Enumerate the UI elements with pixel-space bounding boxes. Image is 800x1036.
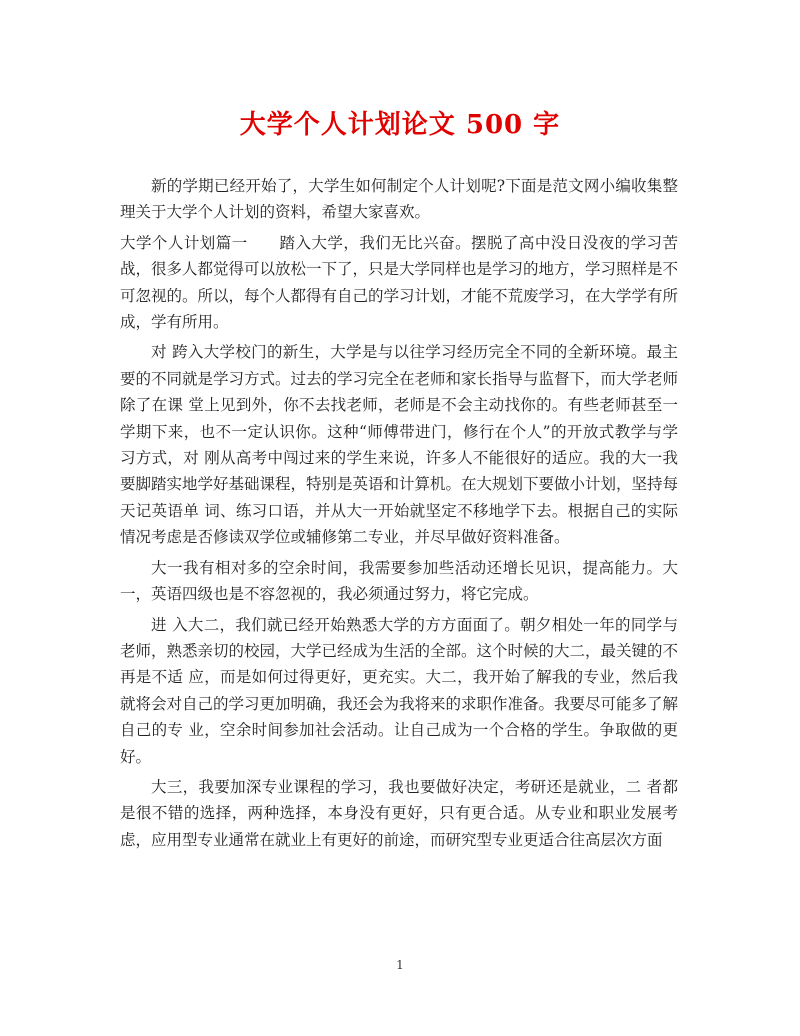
- paragraph-intro: 新的学期已经开始了，大学生如何制定个人计划呢?下面是范文网小编收集整理关于大学个人计划的资料，希望大家喜欢。: [120, 177, 678, 222]
- paragraph-plan-one: 大学个人计划篇一 踏入大学，我们无比兴奋。摆脱了高中没日没夜的学习苦战，很多人都觉得可以放松一下了，只是大学同样也是学习的地方，学习照样是不可忽视的。所以，每个人都得有自己的学习计划，才能不荒废学习，在大学学有所成，学有所用。: [120, 233, 679, 332]
- paragraph-junior: 大三，我要加深专业课程的学习，我也要做好决定，考研还是就业，二 者都是很不错的选择，两种选择，本身没有更好，只有更合适。从专业和职业发展考虑，应用型专业通常在就业上有更好的前途，而研究型专业更适合往高层次方面: [120, 777, 678, 849]
- paragraph-freshman-activities: 大一我有相对多的空余时间，我需要参加些活动还增长见识，提高能力。大一，英语四级也是不容忽视的，我必须通过努力，将它完成。: [120, 558, 678, 604]
- page-number: 1: [396, 958, 404, 972]
- paragraph-sophomore: 进 入大二，我们就已经开始熟悉大学的方方面面了。朝夕相处一年的同学与老师，熟悉亲切的校园，大学已经成为生活的全部。这个时候的大二，最关键的不再是不适 应，而是如何过得更好，更充实。大二，我开始了解我的专业，然后我就将会对自己的学习更加明确，我还会为我将来的求职作准备。我要尽可能多了解自己的专 业，空余时间参加社会活动。让自己成为一个合格的学生。争取做的更好。: [120, 615, 679, 766]
- document-title: 大学个人计划论文 500 字: [239, 110, 561, 140]
- paragraph-freshman-environment: 对 跨入大学校门的新生，大学是与以往学习经历完全不同的全新环境。最主要的不同就是学习方式。过去的学习完全在老师和家长指导与监督下，而大学老师除了在课 堂上见到外，你不去找老师，老师是不会主动找你的。有些老师甚至一学期下来，也不一定认识你。这种“师傅带进门，修行在个人”的开放式教学与学习方式，对 刚从高考中闯过来的学生来说，许多人不能很好的适应。我的大一我要脚踏实地学好基础课程，特别是英语和计算机。在大规划下要做小计划，坚持每天记英语单 词、练习口语，并从大一开始就坚定不移地学下去。根据自己的实际情况考虑是否修读双学位或辅修第二专业，并尽早做好资料准备。: [120, 343, 679, 547]
- document-body: [120, 173, 678, 857]
